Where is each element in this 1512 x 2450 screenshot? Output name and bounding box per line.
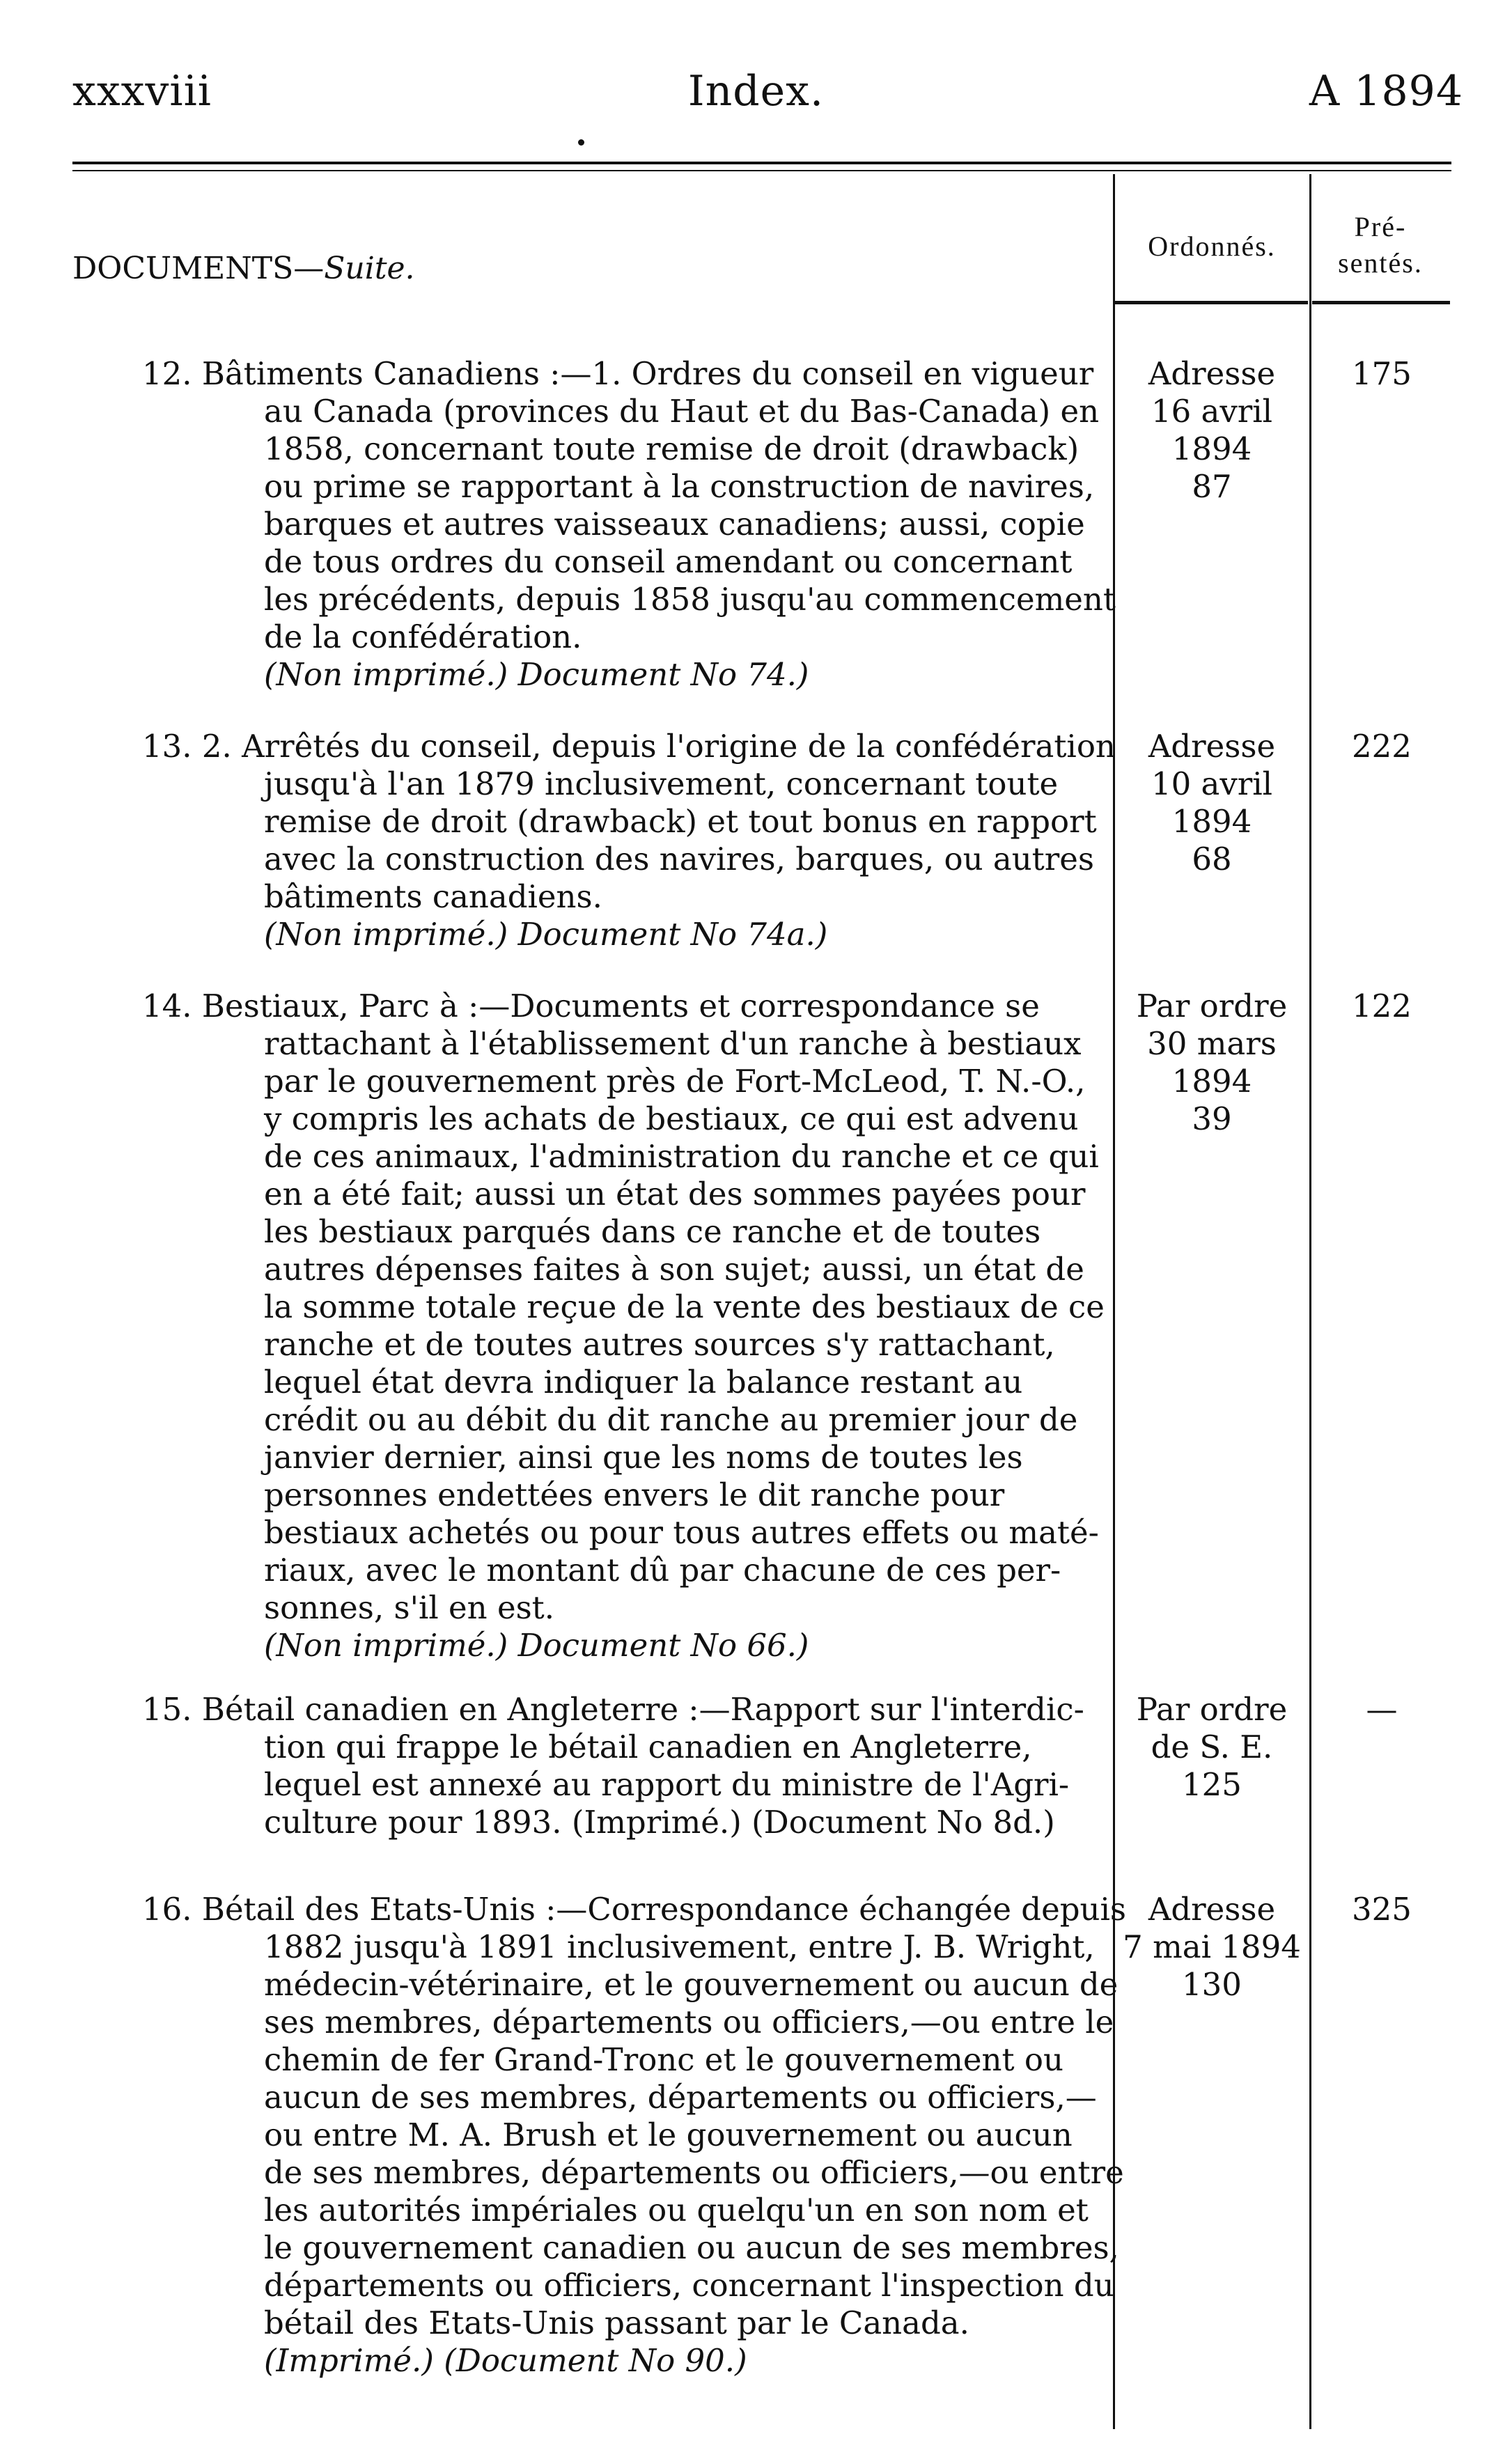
entry-line: la somme totale reçue de la vente des bestiaux de ce [264,1288,1105,1325]
document-reference [72,2342,1116,2380]
entry-line: de ses membres, départements ou officiers,—ou entre [264,2154,1124,2191]
entry-line: bestiaux achetés ou pour tous autres effets ou maté- [264,1514,1099,1551]
entry-line: rattachant à l'établissement d'un ranche à bestiaux [264,1025,1082,1062]
column-header-rule [1114,301,1308,304]
ordonnes-line: 87 [1192,468,1232,505]
presentes-cell: 175 [1352,355,1412,392]
presentes-cell: 222 [1352,728,1412,765]
ordonnes-line: 7 mai 1894 [1123,1928,1301,1965]
entry-line: les autorités impériales ou quelqu'un en son nom et [264,2192,1089,2229]
presentes-cell: — [1366,1691,1398,1728]
entry-text [72,728,1116,953]
print-status: (Imprimé.) [264,2342,434,2379]
header-rule [72,162,1451,164]
entry-line: en a été fait; aussi un état des sommes payées pour [264,1176,1086,1212]
entry-line: riaux, avec le montant dû par chacune de ces per- [264,1552,1061,1589]
column-header-presentes [1311,209,1450,281]
ordonnes-line: 39 [1192,1100,1232,1137]
entry-line: culture pour 1893. (Imprimé.) (Document No 8d.) [264,1804,1055,1841]
ordonnes-line: 68 [1192,841,1232,877]
entry-line: 1882 jusqu'à 1891 inclusivement, entre J. B. Wright, [264,1928,1095,1965]
entry-line: 16. Bétail des Etats-Unis :—Correspondance échangée depuis [142,1891,1127,1928]
entry-line: 13. 2. Arrêtés du conseil, depuis l'origine de la confédération [142,728,1116,765]
entry-line: tion qui frappe le bétail canadien en Angleterre, [264,1729,1032,1765]
entry-line: au Canada (provinces du Haut et du Bas-Canada) en [264,393,1100,430]
ordonnes-line: Par ordre [1136,1691,1288,1728]
page-title: Index. [687,67,825,116]
ordonnes-line: de S. E. [1151,1729,1273,1765]
document-number: (Document No 90.) [444,2342,747,2379]
entry-line: 12. Bâtiments Canadiens :—1. Ordres du conseil en vigueur [142,355,1094,392]
column-divider-presentes [1309,174,1311,2429]
entry-line: crédit ou au débit du dit ranche au premier jour de [264,1401,1078,1438]
section-title [72,251,415,286]
entry-text [72,1691,1116,1841]
ordonnes-cell [1114,728,1309,878]
ordonnes-cell [1114,1691,1309,1804]
ordonnes-line: Par ordre [1136,988,1288,1024]
ordonnes-line: 125 [1182,1766,1242,1803]
entry-line: les bestiaux parqués dans ce ranche et de toutes [264,1213,1041,1250]
header-rule-thin [72,170,1451,171]
document-number: Document No 66.) [517,1627,809,1664]
ordonnes-line: Adresse [1148,355,1276,392]
ink-dot [578,139,584,146]
document-reference [72,656,1116,694]
entry-line: de ces animaux, l'administration du ranche et ce qui [264,1138,1099,1175]
entry-line: avec la construction des navires, barques, ou autres [264,841,1094,877]
entry-line: personnes endettées envers le dit ranche pour [264,1476,1005,1513]
ordonnes-line: 16 avril [1151,393,1273,430]
entry-line: ou prime se rapportant à la construction de navires, [264,468,1095,505]
ordonnes-line: 1894 [1171,430,1252,467]
entry-line: aucun de ses membres, départements ou officiers,— [264,2079,1097,2116]
ordonnes-line: 130 [1182,1966,1242,2003]
entry-line: ses membres, départements ou officiers,—ou entre le [264,2004,1114,2041]
ordonnes-line: 1894 [1171,1063,1252,1100]
column-header-ordonnes: Ordonnés. [1148,231,1276,262]
print-status: (Non imprimé.) [264,1627,508,1664]
column-header-rule [1312,301,1450,304]
column-header-presentes-line1: Pré- [1354,211,1407,242]
document-reference [72,1627,1116,1664]
entry-line: remise de droit (drawback) et tout bonus en rapport [264,803,1097,840]
document-number: Document No 74.) [517,656,809,693]
entry-line: ou entre M. A. Brush et le gouvernement ou aucun [264,2116,1073,2153]
entry-line: de tous ordres du conseil amendant ou concernant [264,543,1073,580]
ordonnes-line: 10 avril [1151,765,1273,802]
entry-line: les précédents, depuis 1858 jusqu'au commencement [264,581,1116,618]
entry-line: janvier dernier, ainsi que les noms de toutes les [264,1439,1023,1476]
page-number: xxxviii [72,67,212,116]
entry-line: jusqu'à l'an 1879 inclusivement, concernant toute [264,765,1059,802]
document-number: Document No 74a.) [517,916,828,953]
entry-line: départements ou officiers, concernant l'inspection du [264,2267,1114,2304]
section-title-suite: Suite. [324,251,415,286]
ordonnes-cell [1114,355,1309,506]
ordonnes-line: 30 mars [1147,1025,1277,1062]
document-reference [72,916,1116,953]
entry-line: bétail des Etats-Unis passant par le Canada. [264,2304,969,2341]
volume-year: A 1894 [1309,67,1463,116]
ordonnes-cell [1114,988,1309,1138]
print-status: (Non imprimé.) [264,916,508,953]
entry-line: lequel état devra indiquer la balance restant au [264,1364,1023,1400]
ordonnes-cell [1114,1891,1309,2004]
entry-line: lequel est annexé au rapport du ministre de l'Agri- [264,1766,1070,1803]
entry-text [72,355,1116,694]
section-title-main: DOCUMENTS— [72,251,325,286]
presentes-cell: 325 [1352,1891,1412,1928]
ordonnes-line: 1894 [1171,803,1252,840]
entry-line: médecin-vétérinaire, et le gouvernement ou aucun de [264,1966,1119,2003]
entry-line: 15. Bétail canadien en Angleterre :—Rapport sur l'interdic- [142,1691,1084,1728]
entry-line: bâtiments canadiens. [264,878,602,915]
entry-line: y compris les achats de bestiaux, ce qui est advenu [264,1100,1079,1137]
entry-line: de la confédération. [264,618,582,655]
ordonnes-line: Adresse [1148,728,1276,765]
entry-line: autres dépenses faites à son sujet; aussi, un état de [264,1251,1084,1288]
entry-line: sonnes, s'il en est. [264,1589,555,1626]
entry-line: par le gouvernement près de Fort-McLeod, T. N.-O., [264,1063,1086,1100]
presentes-cell: 122 [1352,988,1412,1024]
entry-line: barques et autres vaisseaux canadiens; aussi, copie [264,506,1085,543]
column-header-presentes-line2: sentés. [1338,247,1423,279]
entry-line: 1858, concernant toute remise de droit (drawback) [264,430,1080,467]
entry-text [72,1891,1127,2380]
ordonnes-line: Adresse [1148,1891,1276,1928]
print-status: (Non imprimé.) [264,656,508,693]
entry-text [72,988,1116,1664]
entry-line: ranche et de toutes autres sources s'y rattachant, [264,1326,1055,1363]
entry-line: le gouvernement canadien ou aucun de ses membres, [264,2229,1119,2266]
entry-line: chemin de fer Grand-Tronc et le gouvernement ou [264,2041,1063,2078]
entry-line: 14. Bestiaux, Parc à :—Documents et correspondance se [142,988,1040,1024]
